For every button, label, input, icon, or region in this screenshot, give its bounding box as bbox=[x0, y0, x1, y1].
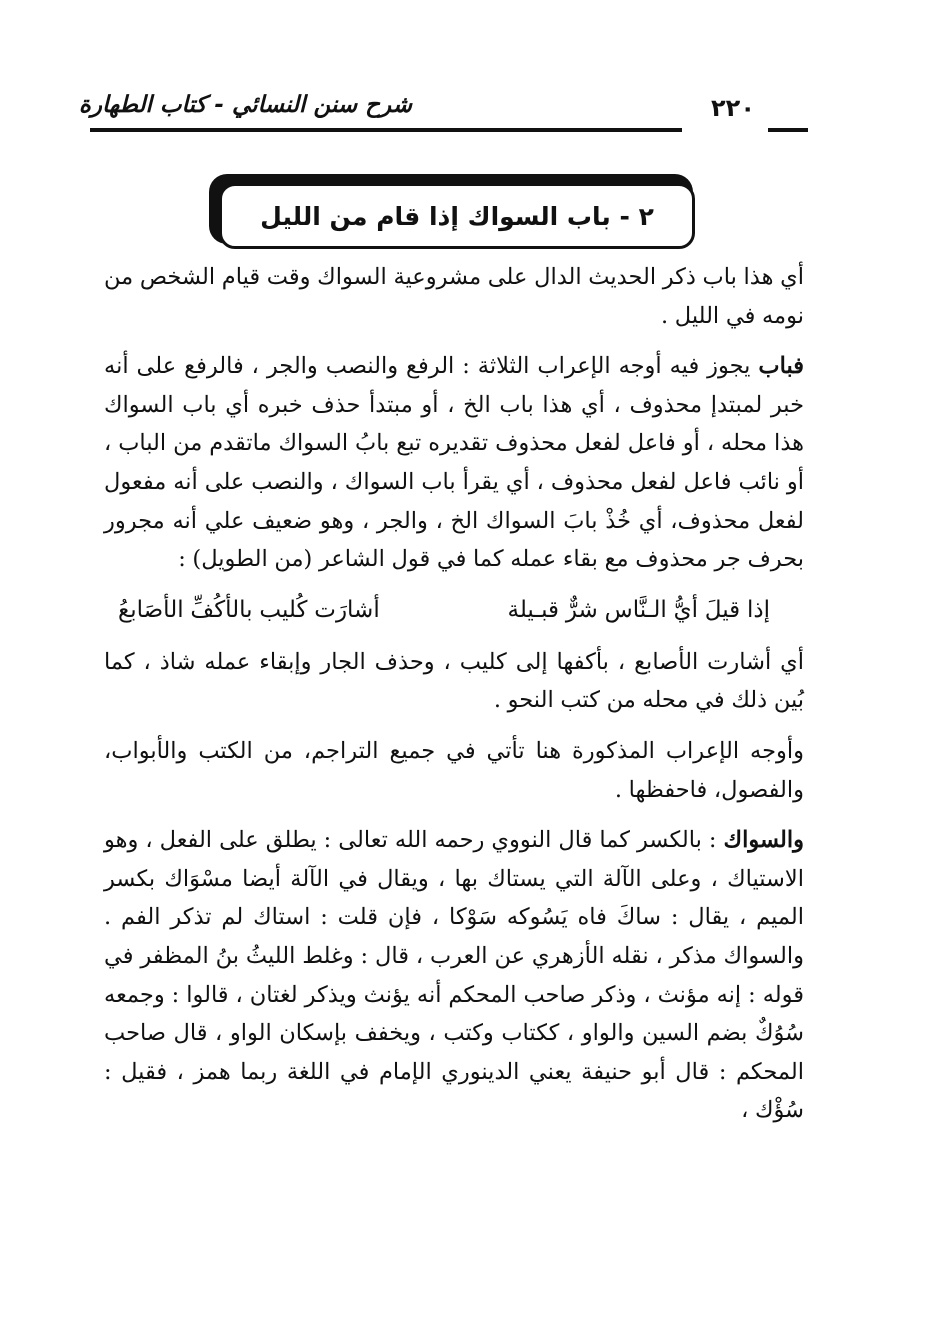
chapter-title-box bbox=[219, 183, 695, 249]
paragraph-text: وأوجه الإعراب المذكورة هنا تأتي في جميع التراجم، من الكتب والأبواب، والفصول، فاحفظها . bbox=[104, 737, 804, 803]
header-rule-left bbox=[90, 128, 682, 132]
paragraph-text: أي هذا باب ذكر الحديث الدال على مشروعية السواك وقت قيام الشخص من نومه في الليل . bbox=[104, 264, 804, 329]
paragraph-grammar bbox=[104, 347, 804, 579]
running-header-title: شرح سنن النسائي - كتاب الطهارة bbox=[78, 92, 412, 118]
chapter-title: ٢ - باب السواك إذا قام من الليل bbox=[260, 201, 654, 231]
paragraph-text: : بالكسر كما قال النووي رحمه الله تعالى : يطلق على الفعل ، وهو الاستياك ، وعلى الآلة التي يستاك بها ، ويقال في الآلة أيضا مسْوَاك بكسر الميم ، يقال : ساكَ فاه يَسُوكه سَوْكا ، فإن قلت : استاك لم تذكر الفم . والسواك مذكر ، نقله الأزهري عن العرب ، قال : وغلط الليثُ بنُ المظفر في قوله : إنه مؤنث ، وذكر صاحب المحكم أنه يؤنث ويذكر لغتان ، قالوا : وجمعه سُوُكٌ بضم السين والواو ، ككتاب وكتب ، ويخفف بإسكان الواو ، قال صاحب المحكم : قال أبو حنيفة يعني الدينوري الإمام في اللغة ربما همز ، فقيل : سُؤْك ، bbox=[104, 827, 804, 1124]
page-body bbox=[104, 258, 804, 1130]
header-rule-right bbox=[768, 128, 808, 132]
paragraph-text: أي أشارت الأصابع ، بأكفها إلى كليب ، وحذف الجار وإبقاء عمله شاذ ، كما بُين ذلك في محله من كتب النحو . bbox=[104, 648, 804, 714]
paragraph-text: يجوز فيه أوجه الإعراب الثلاثة : الرفع والنصب والجر ، فالرفع على أنه خبر لمبتدإ محذوف ، أي هذا باب الخ ، أو مبتدأ حذف خبره أي باب السواك هذا محله ، أو فاعل لفعل محذوف تقديره تبع بابُ السواك ماتقدم من الباب ، أو نائب فاعل لفعل محذوف ، أي يقرأ باب السواك ، والنصب على أنه مفعول لفعل محذوف، أي خُذْ بابَ السواك الخ ، والجر ، وهو ضعيف علي أنه مجرور بحرف جر محذوف مع بقاء عمله كما في قول الشاعر (من الطويل) : bbox=[104, 353, 804, 573]
poetry-verse bbox=[104, 579, 804, 643]
verse-first-hemistich: إذا قيلَ أيُّ الـنَّاس شرٌّ قبـيلة bbox=[507, 596, 770, 623]
paragraph-lead-word: فباب bbox=[758, 353, 804, 380]
paragraph-intro bbox=[104, 258, 804, 335]
verse-second-hemistich: أشارَت كُليب بالأكُفِّ الأصَابعُ bbox=[118, 596, 380, 623]
page-number: ٢٢٠ bbox=[711, 94, 755, 122]
paragraph-note bbox=[104, 732, 804, 809]
paragraph-lead-word: والسواك bbox=[723, 827, 804, 854]
paragraph-siwak-definition bbox=[104, 821, 804, 1130]
paragraph-explanation bbox=[104, 643, 804, 720]
